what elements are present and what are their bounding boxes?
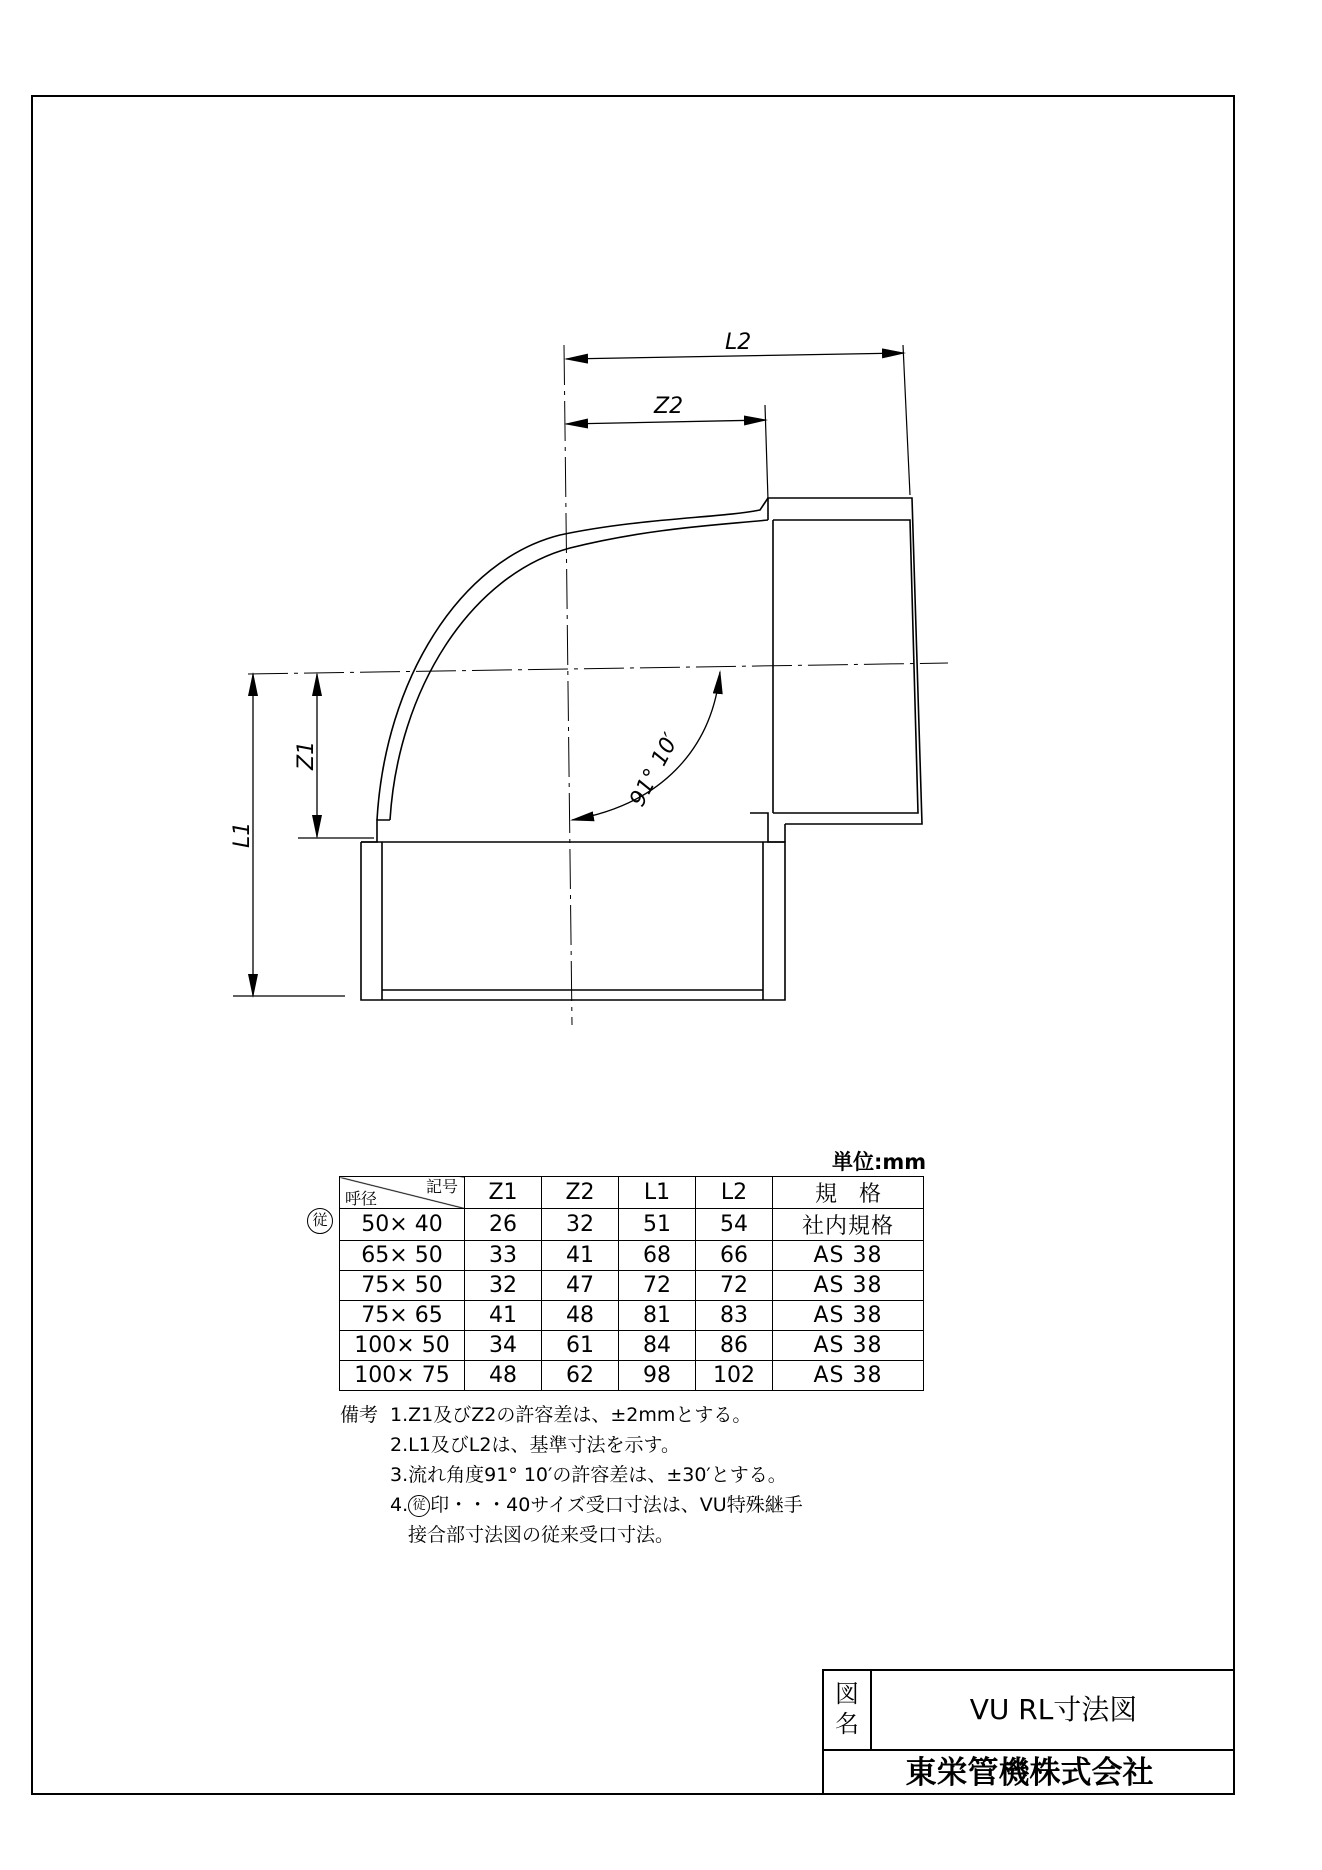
header-l1: L1 — [619, 1177, 696, 1209]
remark-1-text: 1.Z1及びZ2の許容差は、±2mmとする。 — [390, 1404, 752, 1426]
drawing-name-label — [824, 1671, 872, 1749]
cell-spec: AS 38 — [773, 1301, 924, 1331]
marker-row-0: 従 — [307, 1208, 333, 1234]
cell-spec: AS 38 — [773, 1331, 924, 1361]
header-z1: Z1 — [465, 1177, 542, 1209]
cell-spec: AS 38 — [773, 1241, 924, 1271]
dim-line-z2 — [566, 420, 766, 424]
table-row — [340, 1241, 924, 1271]
cell-l2: 86 — [696, 1331, 773, 1361]
header-yobikei: 呼径 — [345, 1189, 378, 1208]
remark-2 — [340, 1430, 803, 1460]
remark-2-text: 2.L1及びL2は、基準寸法を示す。 — [390, 1434, 680, 1456]
table-row — [340, 1331, 924, 1361]
cell-l1: 72 — [619, 1271, 696, 1301]
title-block — [822, 1669, 1235, 1795]
label-l2: L2 — [725, 330, 752, 355]
cell-l1: 51 — [619, 1209, 696, 1241]
unit-label: 単位:mm — [832, 1150, 927, 1174]
table-row — [340, 1361, 924, 1391]
table-row — [340, 1301, 924, 1331]
cell-spec: AS 38 — [773, 1271, 924, 1301]
header-l2: L2 — [696, 1177, 773, 1209]
cell-size: 100× 75 — [340, 1361, 465, 1391]
cell-l2: 54 — [696, 1209, 773, 1241]
label-z1: Z1 — [294, 740, 319, 770]
remark-4-num: 4. — [390, 1494, 409, 1516]
header-kigou: 記号 — [425, 1177, 458, 1196]
cell-z1: 32 — [465, 1271, 542, 1301]
cell-l2: 102 — [696, 1361, 773, 1391]
table-row — [340, 1271, 924, 1301]
cell-z1: 33 — [465, 1241, 542, 1271]
remark-4-marker: 従 — [408, 1495, 430, 1517]
cell-z2: 47 — [542, 1271, 619, 1301]
remark-4-cont-text: 接合部寸法図の従来受口寸法。 — [408, 1524, 675, 1546]
cell-l1: 68 — [619, 1241, 696, 1271]
remark-prefix: 備考 — [340, 1404, 379, 1426]
remark-4-text: 印・・・40サイズ受口寸法は、VU特殊継手 — [430, 1494, 803, 1516]
cell-z1: 26 — [465, 1209, 542, 1241]
cell-z2: 32 — [542, 1209, 619, 1241]
cell-l2: 66 — [696, 1241, 773, 1271]
label-l1: L1 — [230, 821, 255, 848]
cell-size: 75× 50 — [340, 1271, 465, 1301]
table-header-row — [340, 1177, 924, 1209]
remark-3 — [340, 1460, 803, 1490]
header-spec: 規 格 — [773, 1177, 924, 1209]
drawing-name-label-line2: 名 — [835, 1710, 859, 1738]
drawing-title: VU RL寸法図 — [969, 1693, 1138, 1726]
cell-l1: 98 — [619, 1361, 696, 1391]
horizontal-center-line — [248, 663, 948, 674]
remark-4 — [340, 1490, 803, 1520]
bottom-hub-step — [361, 820, 390, 842]
cell-z1: 34 — [465, 1331, 542, 1361]
ext-line-l2-right — [903, 345, 910, 495]
cell-z1: 48 — [465, 1361, 542, 1391]
right-hub-outline — [768, 498, 922, 824]
cell-z2: 48 — [542, 1301, 619, 1331]
inner-curve — [390, 520, 768, 820]
bottom-hub-inner — [382, 842, 763, 1000]
cell-z2: 61 — [542, 1331, 619, 1361]
cell-size: 100× 50 — [340, 1331, 465, 1361]
remark-1 — [340, 1400, 803, 1430]
bottom-hub-outline — [361, 813, 785, 1000]
remarks — [340, 1400, 803, 1550]
dimension-table — [339, 1176, 924, 1391]
cell-l1: 84 — [619, 1331, 696, 1361]
outer-curve — [377, 498, 768, 820]
cell-size: 50× 40 — [340, 1209, 465, 1241]
table-row — [340, 1209, 924, 1241]
cell-l2: 72 — [696, 1271, 773, 1301]
cell-z2: 62 — [542, 1361, 619, 1391]
company-name: 東栄管機株式会社 — [905, 1755, 1154, 1791]
cell-spec: 社内規格 — [773, 1209, 924, 1241]
remark-3-text: 3.流れ角度91° 10′の許容差は、±30′とする。 — [390, 1464, 787, 1486]
title-block-row — [824, 1671, 1235, 1751]
cell-spec: AS 38 — [773, 1361, 924, 1391]
cell-l1: 81 — [619, 1301, 696, 1331]
cell-l2: 83 — [696, 1301, 773, 1331]
cell-size: 75× 65 — [340, 1301, 465, 1331]
cell-size: 65× 50 — [340, 1241, 465, 1271]
header-corner-cell — [340, 1177, 465, 1209]
cell-z2: 41 — [542, 1241, 619, 1271]
drawing-name-label-line1: 図 — [835, 1680, 859, 1708]
label-angle: 91° 10′ — [625, 729, 685, 811]
header-z2: Z2 — [542, 1177, 619, 1209]
ext-line-z2-right — [765, 405, 768, 500]
vertical-center-line — [564, 345, 572, 1025]
right-hub-inner — [773, 520, 918, 813]
remark-4-continued — [340, 1520, 803, 1550]
cell-z1: 41 — [465, 1301, 542, 1331]
label-z2: Z2 — [654, 394, 684, 419]
